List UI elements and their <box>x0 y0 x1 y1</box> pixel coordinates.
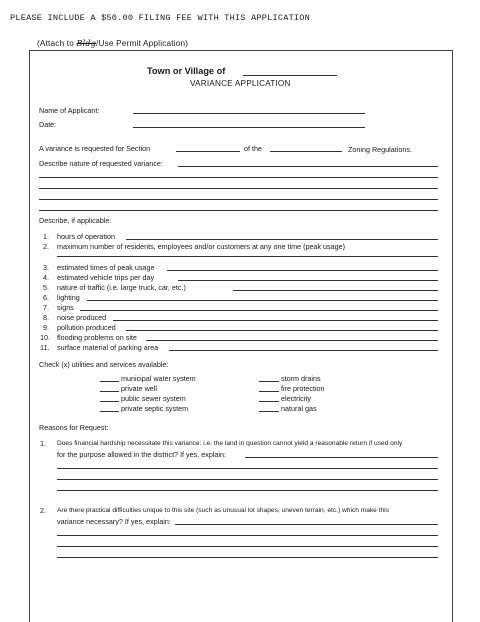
describe-nature-label: Describe nature of requested variance: <box>39 159 163 168</box>
checkbox-electricity[interactable] <box>259 401 279 402</box>
checkbox-storm-drains[interactable] <box>259 381 279 382</box>
item-max-residents-label: maximum number of residents, employees and/or customers at any one time (peak usage) <box>57 242 346 251</box>
item-peak-times-label: estimated times of peak usage <box>57 263 155 272</box>
reason-difficulties-question-cont: variance necessary? If yes, explain: <box>57 517 171 526</box>
item-lighting-label: lighting <box>57 293 80 302</box>
item-pollution-label: pollution produced <box>57 323 116 332</box>
filing-fee-notice: PLEASE INCLUDE A $50.00 FILING FEE WITH THIS APPLICATION <box>10 13 310 23</box>
nature-line-1[interactable] <box>178 166 438 167</box>
attach-prefix: (Attach to <box>37 39 75 48</box>
reason-hardship-question: Does financial hardship necessitate this variance: i.e. the land in question cannot yield a reasonable return if used only <box>57 440 403 447</box>
date-label: Date: <box>39 120 57 129</box>
section-mid: of the <box>244 144 262 153</box>
vehicle-trips-field[interactable] <box>178 280 438 281</box>
name-label: Name of Applicant: <box>39 106 100 115</box>
section-field[interactable] <box>176 151 240 152</box>
nature-line-5[interactable] <box>39 210 438 211</box>
town-name-field[interactable] <box>243 75 337 76</box>
peak-times-field[interactable] <box>167 270 438 271</box>
flooding-field[interactable] <box>146 340 438 341</box>
item-number: 8. <box>43 313 49 322</box>
item-number: 2. <box>43 242 49 251</box>
hardship-line-4[interactable] <box>57 490 438 491</box>
reason-hardship-question-cont: for the purpose allowed in the district? If yes, explain: <box>57 450 226 459</box>
noise-field[interactable] <box>113 320 438 321</box>
max-residents-field[interactable] <box>57 256 438 257</box>
date-field[interactable] <box>133 127 365 128</box>
item-signs-label: signs <box>57 303 74 312</box>
utilities-label: Check (x) utilities and services available: <box>39 360 169 369</box>
reason-difficulties-question: Are there practical difficulties unique to this site (such as unusual lot shapes, uneven terrain, etc.) which make this <box>57 507 389 514</box>
hours-field[interactable] <box>126 239 438 240</box>
signs-field[interactable] <box>80 310 438 311</box>
surface-field[interactable] <box>169 350 438 351</box>
lighting-field[interactable] <box>87 300 438 301</box>
checkbox-public-sewer[interactable] <box>100 401 119 402</box>
difficulties-line-1[interactable] <box>175 524 438 525</box>
reasons-label: Reasons for Request: <box>39 423 109 432</box>
section-prefix: A variance is requested for Section <box>39 144 151 153</box>
attach-note <box>37 39 188 48</box>
form-title: VARIANCE APPLICATION <box>190 79 291 88</box>
nature-line-4[interactable] <box>39 199 438 200</box>
pollution-field[interactable] <box>126 330 438 331</box>
checkbox-private-well[interactable] <box>100 391 119 392</box>
regulations-field[interactable] <box>270 151 342 152</box>
item-number: 10. <box>40 333 50 342</box>
reason-number: 2. <box>40 506 46 515</box>
utility-fire-protection-label: fire protection <box>281 384 325 393</box>
item-number: 5. <box>43 283 49 292</box>
checkbox-municipal-water[interactable] <box>100 381 119 382</box>
item-number: 9. <box>43 323 49 332</box>
item-hours-label: hours of operation <box>57 232 115 241</box>
checkbox-natural-gas[interactable] <box>259 411 279 412</box>
utility-public-sewer-label: public sewer system <box>121 394 186 403</box>
utility-private-well-label: private well <box>121 384 157 393</box>
attach-handwritten: Bldg <box>76 39 97 48</box>
town-label: Town or Village of <box>147 66 226 76</box>
section-suffix: Zoning Regulations. <box>348 145 412 154</box>
item-number: 7. <box>43 303 49 312</box>
utility-storm-drains-label: storm drains <box>281 374 321 383</box>
item-number: 3. <box>43 263 49 272</box>
attach-suffix: /Use Permit Application) <box>96 39 189 48</box>
item-number: 1. <box>43 232 49 241</box>
reason-number: 1. <box>40 439 46 448</box>
applicant-name-field[interactable] <box>133 113 365 114</box>
difficulties-line-3[interactable] <box>57 546 438 547</box>
traffic-field[interactable] <box>233 290 438 291</box>
describe-applicable-label: Describe, if applicable: <box>39 216 112 225</box>
checkbox-fire-protection[interactable] <box>259 391 279 392</box>
hardship-line-3[interactable] <box>57 479 438 480</box>
item-number: 11. <box>40 343 50 352</box>
item-number: 4. <box>43 273 49 282</box>
item-noise-label: noise produced <box>57 313 107 322</box>
utility-natural-gas-label: natural gas <box>281 404 317 413</box>
checkbox-private-septic[interactable] <box>100 411 119 412</box>
difficulties-line-2[interactable] <box>57 535 438 536</box>
difficulties-line-4[interactable] <box>57 557 438 558</box>
utility-private-septic-label: private septic system <box>121 404 189 413</box>
item-number: 6. <box>43 293 49 302</box>
utility-electricity-label: electricity <box>281 394 311 403</box>
hardship-line-2[interactable] <box>57 468 438 469</box>
hardship-line-1[interactable] <box>245 457 438 458</box>
utility-municipal-water-label: municipal water system <box>121 374 196 383</box>
item-flooding-label: flooding problems on site <box>57 333 137 342</box>
item-surface-label: surface material of parking area <box>57 343 159 352</box>
item-traffic-label: nature of traffic (i.e. large truck, car, etc.) <box>57 283 186 292</box>
item-vehicle-trips-label: estimated vehicle trips per day <box>57 273 155 282</box>
nature-line-3[interactable] <box>39 188 438 189</box>
nature-line-2[interactable] <box>39 177 438 178</box>
